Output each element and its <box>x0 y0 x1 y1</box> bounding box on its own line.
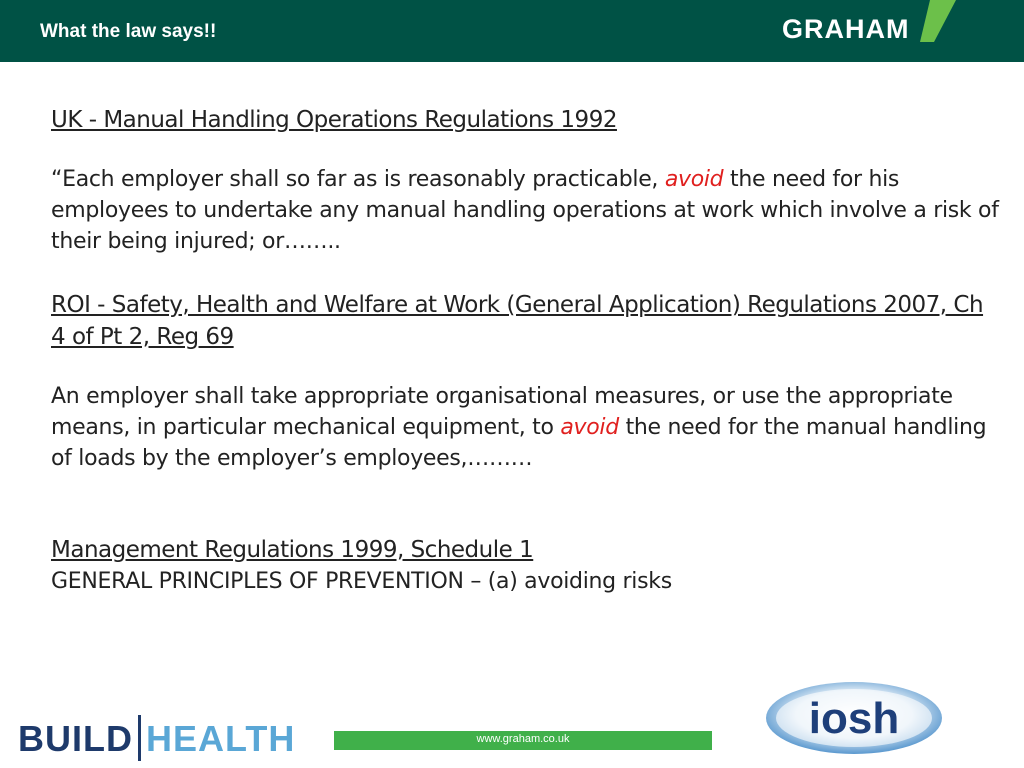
roi-regulation-heading: ROI - Safety, Health and Welfare at Work (General Application) Regulations 2007, Ch 4 of Pt 2, Reg 69 <box>51 292 984 350</box>
uk-regulation-text: “Each employer shall so far as is reasonably practicable, avoid the need for his employees to undertake any manual handling operations at work which involve a risk of their being injured; or…….. <box>51 167 999 254</box>
avoid-emphasis: avoid <box>664 167 724 192</box>
uk-regulation-heading: UK - Manual Handling Operations Regulations 1992 <box>51 107 617 133</box>
svg-text:iosh: iosh <box>808 694 900 743</box>
header-bar <box>0 0 1024 62</box>
page-title: What the law says!! <box>40 21 217 42</box>
management-regulation-text: GENERAL PRINCIPLES OF PREVENTION – (a) avoiding risks <box>51 569 672 594</box>
management-regulation-heading: Management Regulations 1999, Schedule 1 <box>51 537 534 563</box>
main-content <box>51 104 1001 597</box>
footer-url: www.graham.co.uk <box>476 733 570 745</box>
graham-logo: GRAHAM <box>782 14 910 44</box>
build-health-logo: BUILD HEALTH <box>18 718 295 764</box>
iosh-logo-icon <box>764 680 944 756</box>
roi-regulation-text: An employer shall take appropriate organisational measures, or use the appropriate means, in particular mechanical equipment, to avoid the need for the manual handling of loads by the employer’s employees,……… <box>51 384 987 471</box>
avoid-emphasis: avoid <box>560 415 619 440</box>
graham-logo-slash-icon <box>908 0 958 44</box>
